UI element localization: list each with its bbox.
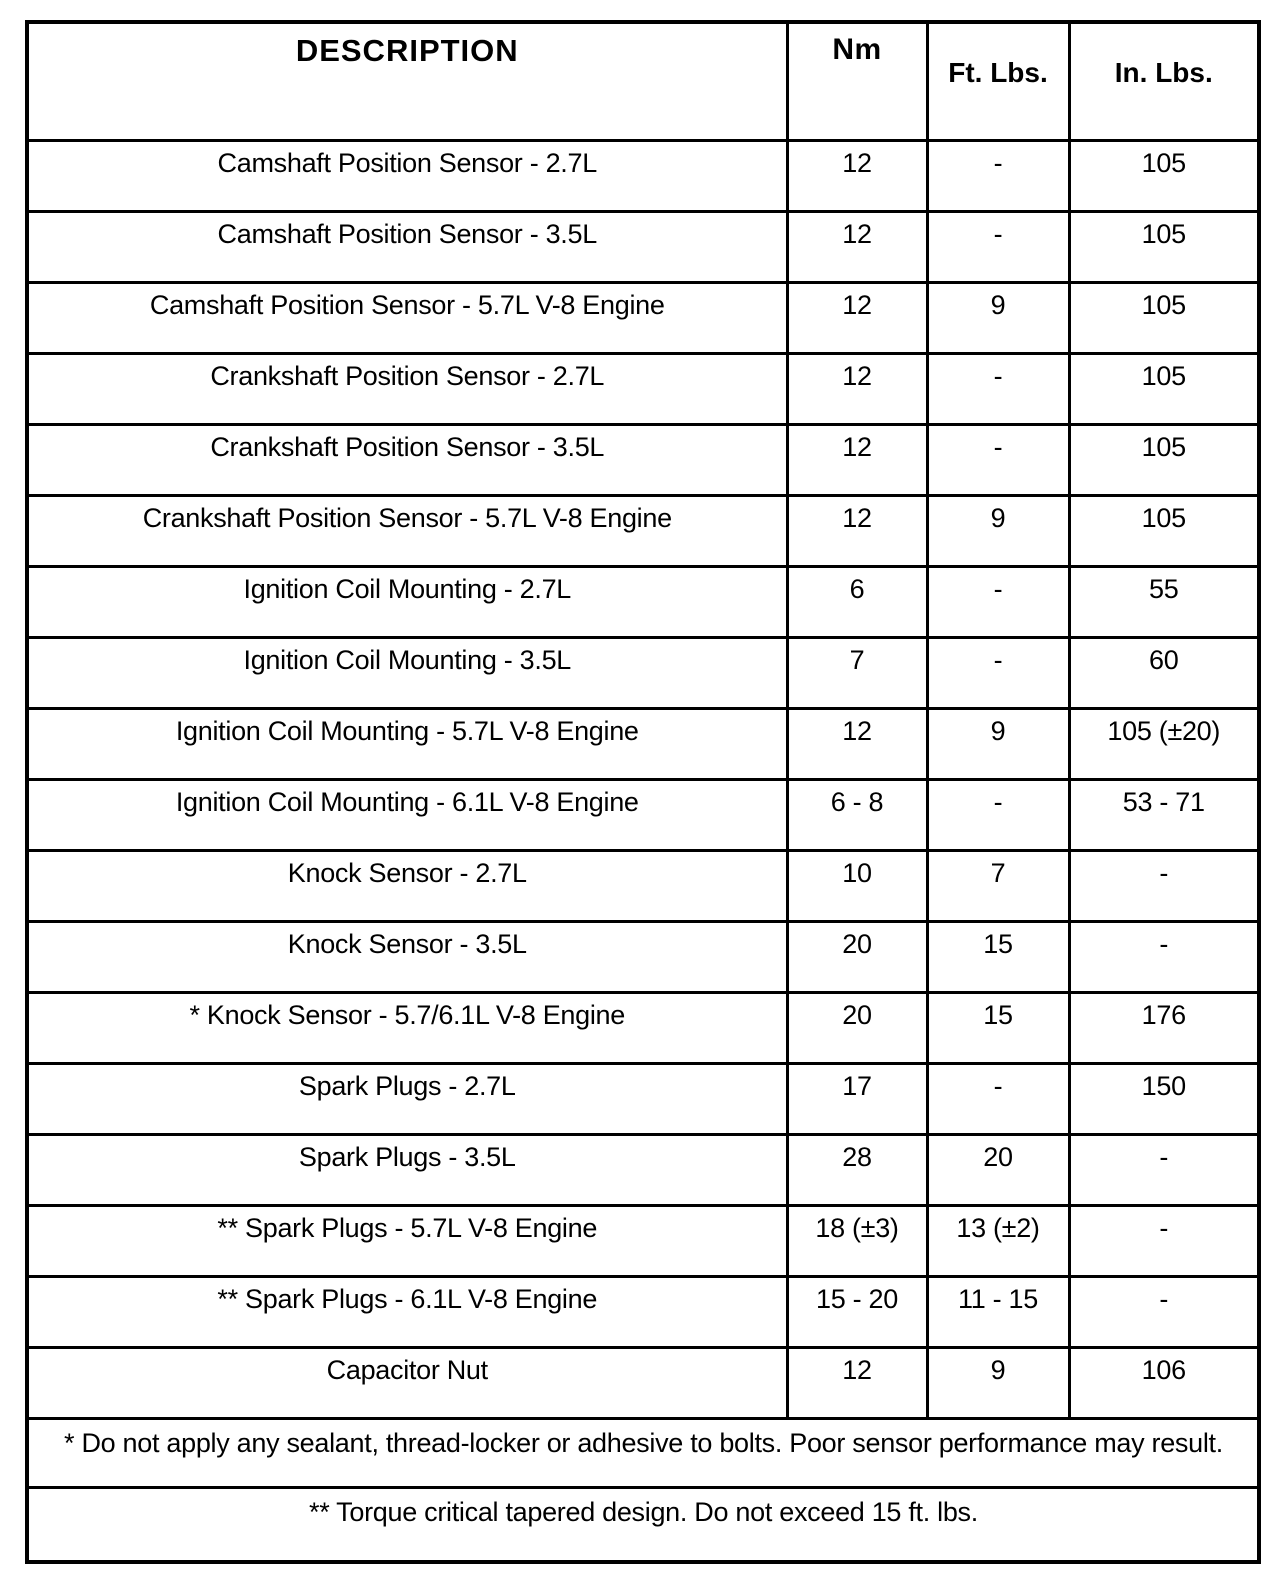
table-row [27,921,1259,992]
cell-nm: 12 [787,424,927,495]
cell-ft-lbs: 11 - 15 [927,1276,1069,1347]
cell-in-lbs: - [1069,1134,1259,1205]
cell-in-lbs: - [1069,921,1259,992]
cell-nm: 12 [787,708,927,779]
cell-nm: 10 [787,850,927,921]
footnote-double-asterisk: ** Torque critical tapered design. Do not exceed 15 ft. lbs. [27,1487,1259,1562]
cell-description: * Knock Sensor - 5.7/6.1L V-8 Engine [27,992,787,1063]
cell-description: Spark Plugs - 2.7L [27,1063,787,1134]
table-row [27,1205,1259,1276]
cell-in-lbs: 105 [1069,211,1259,282]
table-row [27,353,1259,424]
cell-description: Ignition Coil Mounting - 5.7L V-8 Engine [27,708,787,779]
cell-nm: 17 [787,1063,927,1134]
cell-description: Knock Sensor - 2.7L [27,850,787,921]
column-header-description: DESCRIPTION [27,22,787,140]
cell-in-lbs: 53 - 71 [1069,779,1259,850]
cell-nm: 12 [787,282,927,353]
cell-nm: 7 [787,637,927,708]
cell-ft-lbs: 9 [927,282,1069,353]
column-header-in-lbs: In. Lbs. [1069,22,1259,140]
column-header-nm: Nm [787,22,927,140]
cell-ft-lbs: 15 [927,921,1069,992]
table-row [27,566,1259,637]
table-row [27,992,1259,1063]
table-row [27,1134,1259,1205]
cell-nm: 12 [787,1347,927,1418]
table-row [27,140,1259,211]
table-row [27,708,1259,779]
cell-in-lbs: 105 [1069,495,1259,566]
cell-ft-lbs: 7 [927,850,1069,921]
cell-description: Ignition Coil Mounting - 6.1L V-8 Engine [27,779,787,850]
cell-description: Crankshaft Position Sensor - 2.7L [27,353,787,424]
footnote-asterisk: * Do not apply any sealant, thread-locker or adhesive to bolts. Poor sensor performance may result. [27,1418,1259,1487]
table-row [27,850,1259,921]
cell-ft-lbs: 15 [927,992,1069,1063]
cell-ft-lbs: - [927,424,1069,495]
cell-description: Camshaft Position Sensor - 3.5L [27,211,787,282]
table-row [27,637,1259,708]
table-footnotes [27,1418,1259,1562]
cell-ft-lbs: - [927,211,1069,282]
cell-nm: 18 (±3) [787,1205,927,1276]
table-body [27,140,1259,1418]
column-header-ft-lbs: Ft. Lbs. [927,22,1069,140]
cell-in-lbs: 176 [1069,992,1259,1063]
cell-ft-lbs: 9 [927,1347,1069,1418]
cell-description: Spark Plugs - 3.5L [27,1134,787,1205]
torque-spec-table [25,20,1261,1564]
cell-nm: 6 [787,566,927,637]
cell-description: Camshaft Position Sensor - 2.7L [27,140,787,211]
cell-in-lbs: 55 [1069,566,1259,637]
footnote-row [27,1487,1259,1562]
cell-in-lbs: 105 [1069,140,1259,211]
table-row [27,779,1259,850]
cell-description: Knock Sensor - 3.5L [27,921,787,992]
cell-description: Ignition Coil Mounting - 3.5L [27,637,787,708]
table-row [27,1276,1259,1347]
cell-nm: 6 - 8 [787,779,927,850]
cell-description: Ignition Coil Mounting - 2.7L [27,566,787,637]
cell-ft-lbs: 13 (±2) [927,1205,1069,1276]
table-row [27,424,1259,495]
cell-ft-lbs: 9 [927,708,1069,779]
cell-description: Crankshaft Position Sensor - 3.5L [27,424,787,495]
cell-description: ** Spark Plugs - 6.1L V-8 Engine [27,1276,787,1347]
cell-description: Capacitor Nut [27,1347,787,1418]
cell-in-lbs: 105 [1069,282,1259,353]
cell-ft-lbs: - [927,353,1069,424]
cell-nm: 20 [787,992,927,1063]
cell-ft-lbs: - [927,1063,1069,1134]
table-row [27,1347,1259,1418]
cell-description: Crankshaft Position Sensor - 5.7L V-8 Engine [27,495,787,566]
cell-in-lbs: 105 (±20) [1069,708,1259,779]
cell-ft-lbs: 9 [927,495,1069,566]
cell-in-lbs: - [1069,1276,1259,1347]
footnote-row [27,1418,1259,1487]
cell-ft-lbs: - [927,566,1069,637]
table-header [27,22,1259,140]
table-row [27,282,1259,353]
cell-in-lbs: 106 [1069,1347,1259,1418]
cell-ft-lbs: - [927,779,1069,850]
cell-nm: 28 [787,1134,927,1205]
table-row [27,1063,1259,1134]
cell-in-lbs: 60 [1069,637,1259,708]
cell-ft-lbs: - [927,637,1069,708]
cell-in-lbs: 150 [1069,1063,1259,1134]
table-row [27,495,1259,566]
cell-description: Camshaft Position Sensor - 5.7L V-8 Engine [27,282,787,353]
table-row [27,211,1259,282]
cell-nm: 15 - 20 [787,1276,927,1347]
cell-nm: 12 [787,140,927,211]
cell-nm: 12 [787,495,927,566]
cell-in-lbs: 105 [1069,424,1259,495]
cell-nm: 20 [787,921,927,992]
header-row [27,22,1259,140]
cell-in-lbs: - [1069,850,1259,921]
cell-in-lbs: 105 [1069,353,1259,424]
cell-ft-lbs: 20 [927,1134,1069,1205]
cell-description: ** Spark Plugs - 5.7L V-8 Engine [27,1205,787,1276]
cell-nm: 12 [787,211,927,282]
cell-nm: 12 [787,353,927,424]
cell-in-lbs: - [1069,1205,1259,1276]
cell-ft-lbs: - [927,140,1069,211]
